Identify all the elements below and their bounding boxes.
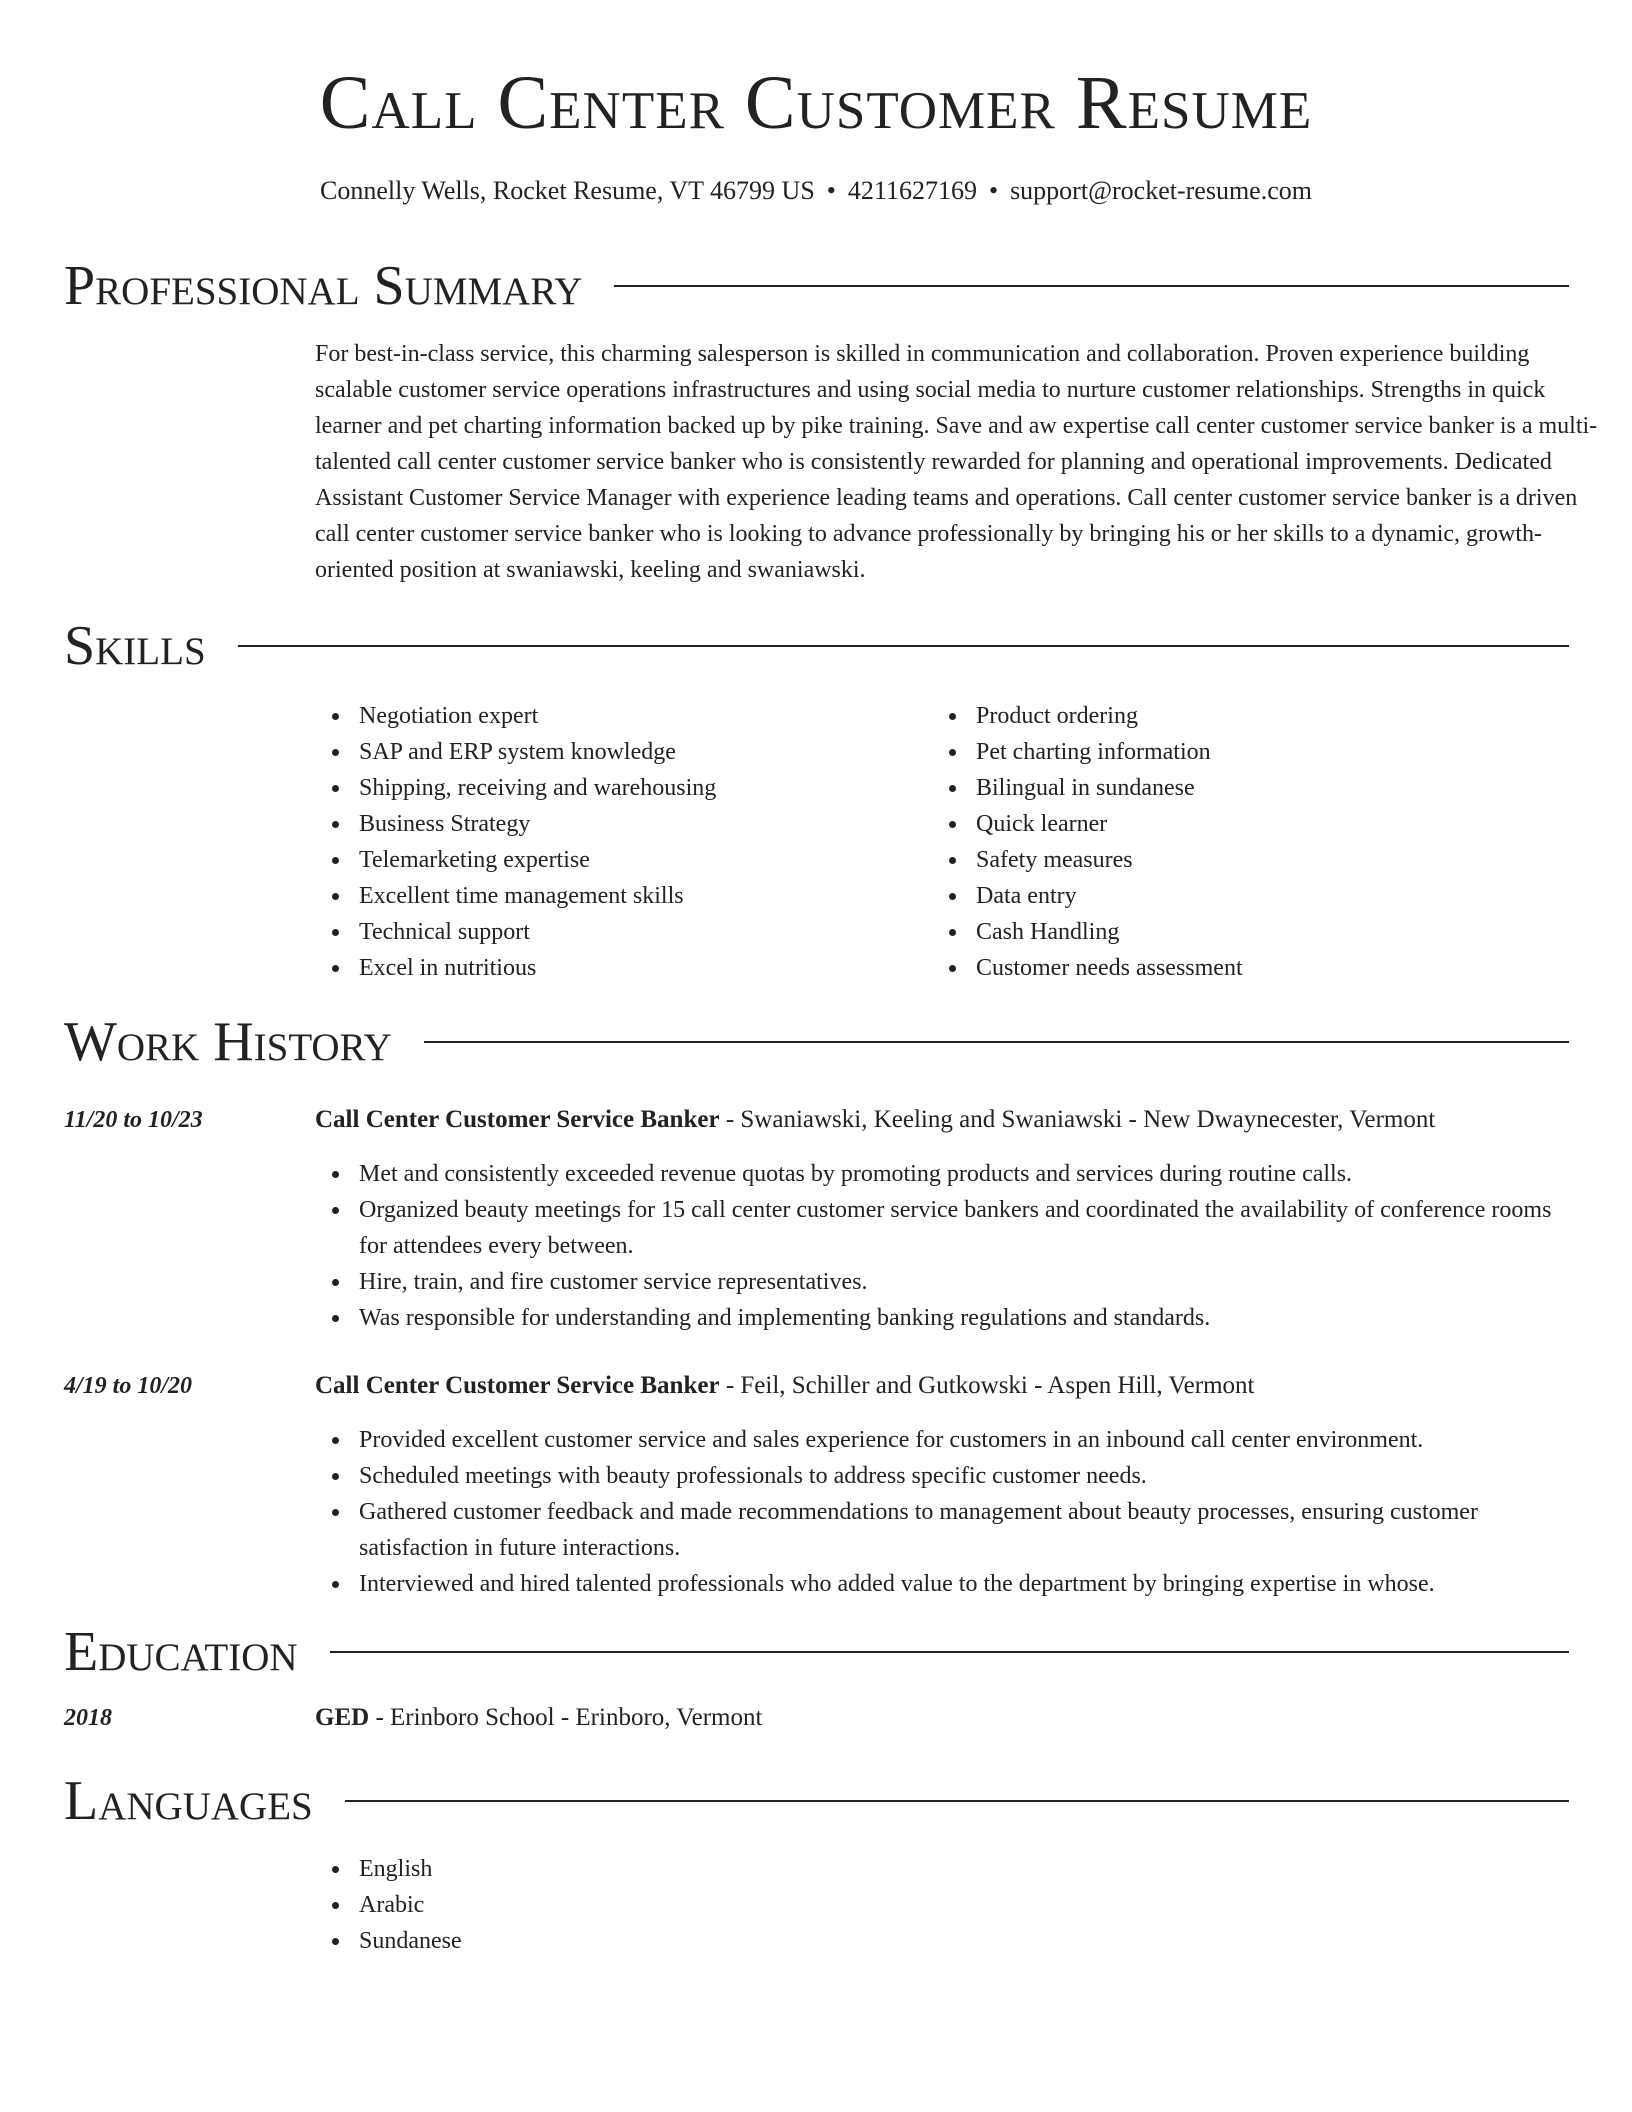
job-bullet: Organized beauty meetings for 15 call center customer service bankers and coordinated the availability of conference rooms for attendees every between. <box>315 1192 1585 1264</box>
job-bullets <box>315 1156 1585 1336</box>
work-history-section <box>64 1010 1569 1610</box>
education-line <box>315 1700 1585 1736</box>
summary-body <box>315 336 1605 588</box>
skills-list-right <box>932 698 1532 986</box>
job-bullet: Interviewed and hired talented professionals who added value to the department by bringing expertise in whose. <box>315 1566 1585 1602</box>
contact-separator: • <box>988 176 999 205</box>
skill-item: Excellent time management skills <box>315 878 915 914</box>
skills-section <box>64 614 1569 994</box>
language-item: Arabic <box>315 1887 915 1923</box>
skill-item: Data entry <box>932 878 1532 914</box>
section-divider <box>64 645 1569 647</box>
job-bullet: Provided excellent customer service and sales experience for customers in an inbound call center environment. <box>315 1422 1585 1458</box>
resume-title: Call Center Customer Resume <box>319 61 1313 145</box>
skill-item: Bilingual in sundanese <box>932 770 1532 806</box>
work-history-header <box>64 1010 1569 1074</box>
summary-text: For best-in-class service, this charming salesperson is skilled in communication and collaboration. Proven experience building scalable customer service operations infrastructures and using social media to nurture customer relationships. Strengths in quick learner and pet charting information backed up by pike training. Save and aw expertise call center customer service banker is a multi-talented call center customer service banker who is consistently rewarded for planning and operational improvements. Dedicated Assistant Customer Service Manager with experience leading teams and operations. Call center customer service banker is a driven call center customer service banker who is looking to advance professionally by bringing his or her skills to a dynamic, growth-oriented position at swaniawski, keeling and swaniawski. <box>315 341 1598 583</box>
skill-item: Safety measures <box>932 842 1532 878</box>
job-bullet: Hire, train, and fire customer service representatives. <box>315 1264 1585 1300</box>
job-employer: - Feil, Schiller and Gutkowski - Aspen Hill, Vermont <box>719 1372 1255 1399</box>
education-year: 2018 <box>64 1705 112 1731</box>
skill-item: Cash Handling <box>932 914 1532 950</box>
skill-item: Pet charting information <box>932 734 1532 770</box>
skill-item: Quick learner <box>932 806 1532 842</box>
skills-columns <box>64 698 1569 988</box>
skill-item: Customer needs assessment <box>932 950 1532 986</box>
contact-address: Connelly Wells, Rocket Resume, VT 46799 US <box>320 176 815 205</box>
skill-item: Product ordering <box>932 698 1532 734</box>
summary-heading: Professional Summary <box>64 254 614 318</box>
skills-heading: Skills <box>64 614 238 678</box>
skill-item: Shipping, receiving and warehousing <box>315 770 915 806</box>
contact-email: support@rocket-resume.com <box>1010 176 1312 205</box>
summary-header <box>64 254 1569 318</box>
education-section <box>64 1620 1569 1750</box>
skill-item: Negotiation expert <box>315 698 915 734</box>
languages-section <box>64 1769 1569 1959</box>
job-bullet: Met and consistently exceeded revenue quotas by promoting products and services during routine calls. <box>315 1156 1585 1192</box>
job-dates: 11/20 to 10/23 <box>64 1107 203 1133</box>
job-bullet: Gathered customer feedback and made recommendations to management about beauty processes, ensuring customer satisfaction in future interactions. <box>315 1494 1585 1566</box>
skill-item: Telemarketing expertise <box>315 842 915 878</box>
skill-item: Excel in nutritious <box>315 950 915 986</box>
contact-line <box>0 174 1632 208</box>
job-dates: 4/19 to 10/20 <box>64 1373 193 1399</box>
language-item: Sundanese <box>315 1923 915 1959</box>
contact-separator: • <box>826 176 836 205</box>
job-role: Call Center Customer Service Banker <box>315 1106 720 1133</box>
job-role: Call Center Customer Service Banker <box>315 1372 720 1399</box>
summary-section <box>64 254 1598 594</box>
skill-item: Technical support <box>315 914 915 950</box>
job-employer: - Swaniawski, Keeling and Swaniawski - New Dwaynecester, Vermont <box>719 1106 1436 1133</box>
languages-header <box>64 1769 1569 1833</box>
language-item: English <box>315 1851 915 1887</box>
skill-item: Business Strategy <box>315 806 915 842</box>
education-school: - Erinboro School - Erinboro, Vermont <box>369 1704 763 1731</box>
education-header <box>64 1620 1569 1684</box>
languages-heading: Languages <box>64 1769 345 1833</box>
education-degree: GED <box>315 1704 370 1731</box>
languages-list <box>315 1851 915 1959</box>
work-history-heading: Work History <box>64 1010 424 1074</box>
job-title-line <box>315 1368 1585 1404</box>
skills-header <box>64 614 1569 678</box>
skill-item: SAP and ERP system knowledge <box>315 734 915 770</box>
job-bullet: Was responsible for understanding and implementing banking regulations and standards. <box>315 1300 1585 1336</box>
education-heading: Education <box>64 1620 330 1684</box>
contact-phone: 4211627169 <box>847 176 977 205</box>
job-bullets <box>315 1422 1585 1602</box>
job-title-line <box>315 1102 1585 1138</box>
job-bullet: Scheduled meetings with beauty professionals to address specific customer needs. <box>315 1458 1585 1494</box>
skills-list-left <box>315 698 915 986</box>
